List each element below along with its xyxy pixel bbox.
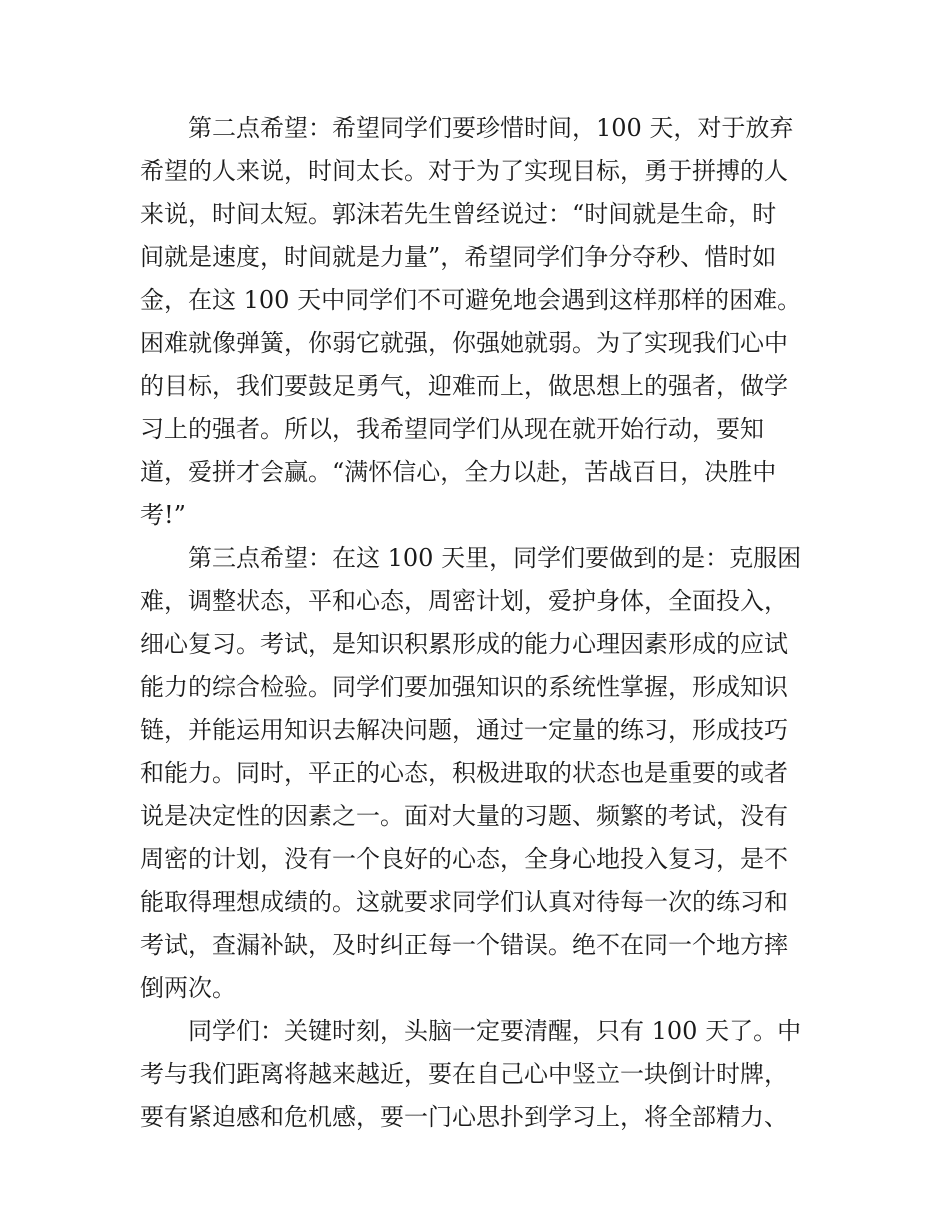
text-line: 希望的人来说，时间太长。对于为了实现目标，勇于拼搏的人	[140, 157, 788, 185]
text-line: 和能力。同时，平正的心态，积极进取的状态也是重要的或者	[140, 759, 788, 787]
text-line: 金，在这 100 天中同学们不可避免地会遇到这样那样的困难。	[140, 286, 802, 314]
paragraph-classmates	[140, 1010, 812, 1139]
text-line: 困难就像弹簧，你弱它就强，你强她就弱。为了实现我们心中	[140, 329, 788, 357]
text-line: 第二点希望：希望同学们要珍惜时间，100 天，对于放弃	[188, 114, 794, 142]
text-line: 道，爱拼才会赢。“满怀信心，全力以赴，苦战百日，决胜中	[140, 458, 777, 486]
text-line: 同学们：关键时刻，头脑一定要清醒，只有 100 天了。中	[188, 1017, 802, 1045]
text-line: 考试，查漏补缺，及时纠正每一个错误。绝不在同一个地方摔	[140, 931, 788, 959]
text-line: 能取得理想成绩的。这就要求同学们认真对待每一次的练习和	[140, 888, 788, 916]
text-line: 能力的综合检验。同学们要加强知识的系统性掌握，形成知识	[140, 673, 788, 701]
text-line: 考与我们距离将越来越近，要在自己心中竖立一块倒计时牌，	[140, 1060, 788, 1088]
text-line: 考!”	[140, 501, 186, 529]
text-line: 第三点希望：在这 100 天里，同学们要做到的是：克服困	[188, 544, 802, 572]
text-line: 习上的强者。所以，我希望同学们从现在就开始行动，要知	[140, 415, 764, 443]
text-line: 链，并能运用知识去解决问题，通过一定量的练习，形成技巧	[140, 716, 788, 744]
body-text	[140, 107, 812, 1139]
text-line: 倒两次。	[140, 974, 236, 1002]
text-line: 来说，时间太短。郭沫若先生曾经说过：“时间就是生命，时	[140, 200, 777, 228]
text-line: 细心复习。考试，是知识积累形成的能力心理因素形成的应试	[140, 630, 788, 658]
text-line: 周密的计划，没有一个良好的心态，全身心地投入复习，是不	[140, 845, 788, 873]
text-line: 说是决定性的因素之一。面对大量的习题、频繁的考试，没有	[140, 802, 788, 830]
paragraph-third-hope	[140, 537, 812, 1010]
text-line: 间就是速度，时间就是力量”，希望同学们争分夺秒、惜时如	[140, 243, 777, 271]
text-line: 的目标，我们要鼓足勇气，迎难而上，做思想上的强者，做学	[140, 372, 788, 400]
text-line: 难，调整状态，平和心态，周密计划，爱护身体，全面投入，	[140, 587, 788, 615]
paragraph-second-hope	[140, 107, 812, 537]
text-line: 要有紧迫感和危机感，要一门心思扑到学习上，将全部精力、	[140, 1103, 788, 1131]
